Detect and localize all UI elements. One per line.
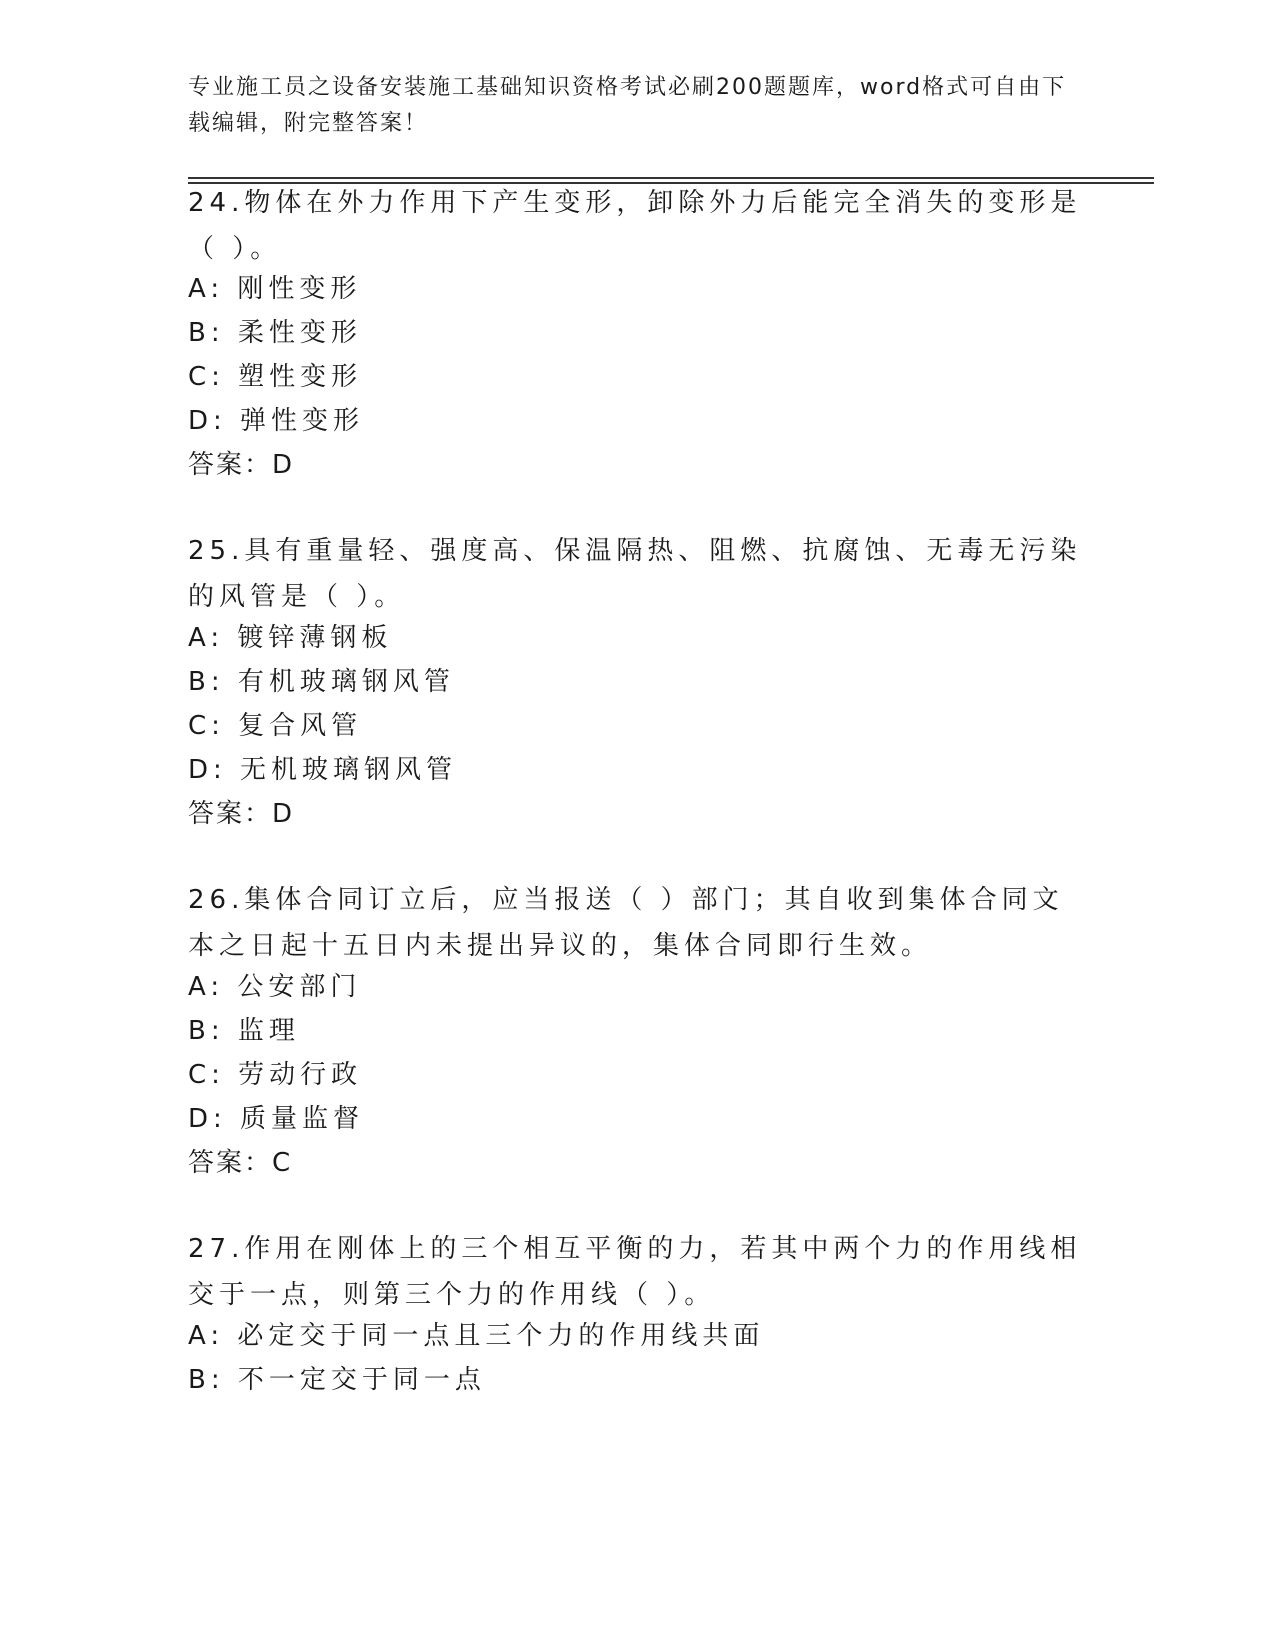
question-24-text: 24.物体在外力作用下产生变形，卸除外力后能完全消失的变形是（ ）。 [188,188,1082,264]
header-divider-top [188,177,1154,179]
question-26-option-c: C: 劳动行政 [188,1060,363,1090]
question-26-option-b: B: 监理 [188,1016,300,1046]
question-25-answer: 答案：D [188,799,295,829]
question-26-answer: 答案：C [188,1148,293,1178]
question-27-text: 27.作用在刚体上的三个相互平衡的力，若其中两个力的作用线相交于一点，则第三个力的作用线（ ）。 [188,1234,1082,1310]
question-26-option-d: D: 质量监督 [188,1104,365,1134]
question-25-text: 25.具有重量轻、强度高、保温隔热、阻燃、抗腐蚀、无毒无污染的风管是（ ）。 [188,536,1082,612]
question-27-option-b: B: 不一定交于同一点 [188,1365,486,1395]
question-25-option-a: A: 镀锌薄钢板 [188,623,393,653]
question-25-option-c: C: 复合风管 [188,711,363,741]
question-24-option-c: C: 塑性变形 [188,362,363,392]
question-25-option-d: D: 无机玻璃钢风管 [188,755,458,785]
question-24-answer: 答案：D [188,450,295,480]
question-27-option-a: A: 必定交于同一点且三个力的作用线共面 [188,1321,765,1351]
question-26-option-a: A: 公安部门 [188,972,362,1002]
question-24-option-a: A: 刚性变形 [188,274,362,304]
document-header: 专业施工员之设备安装施工基础知识资格考试必刷200题题库，word格式可自由下载编辑，附完整答案！ [188,75,1067,136]
question-24-option-d: D: 弹性变形 [188,406,365,436]
question-24-option-b: B: 柔性变形 [188,318,362,348]
question-25-option-b: B: 有机玻璃钢风管 [188,667,455,697]
question-26-text: 26.集体合同订立后，应当报送（ ）部门；其自收到集体合同文本之日起十五日内未提出异议的，集体合同即行生效。 [188,885,1064,961]
